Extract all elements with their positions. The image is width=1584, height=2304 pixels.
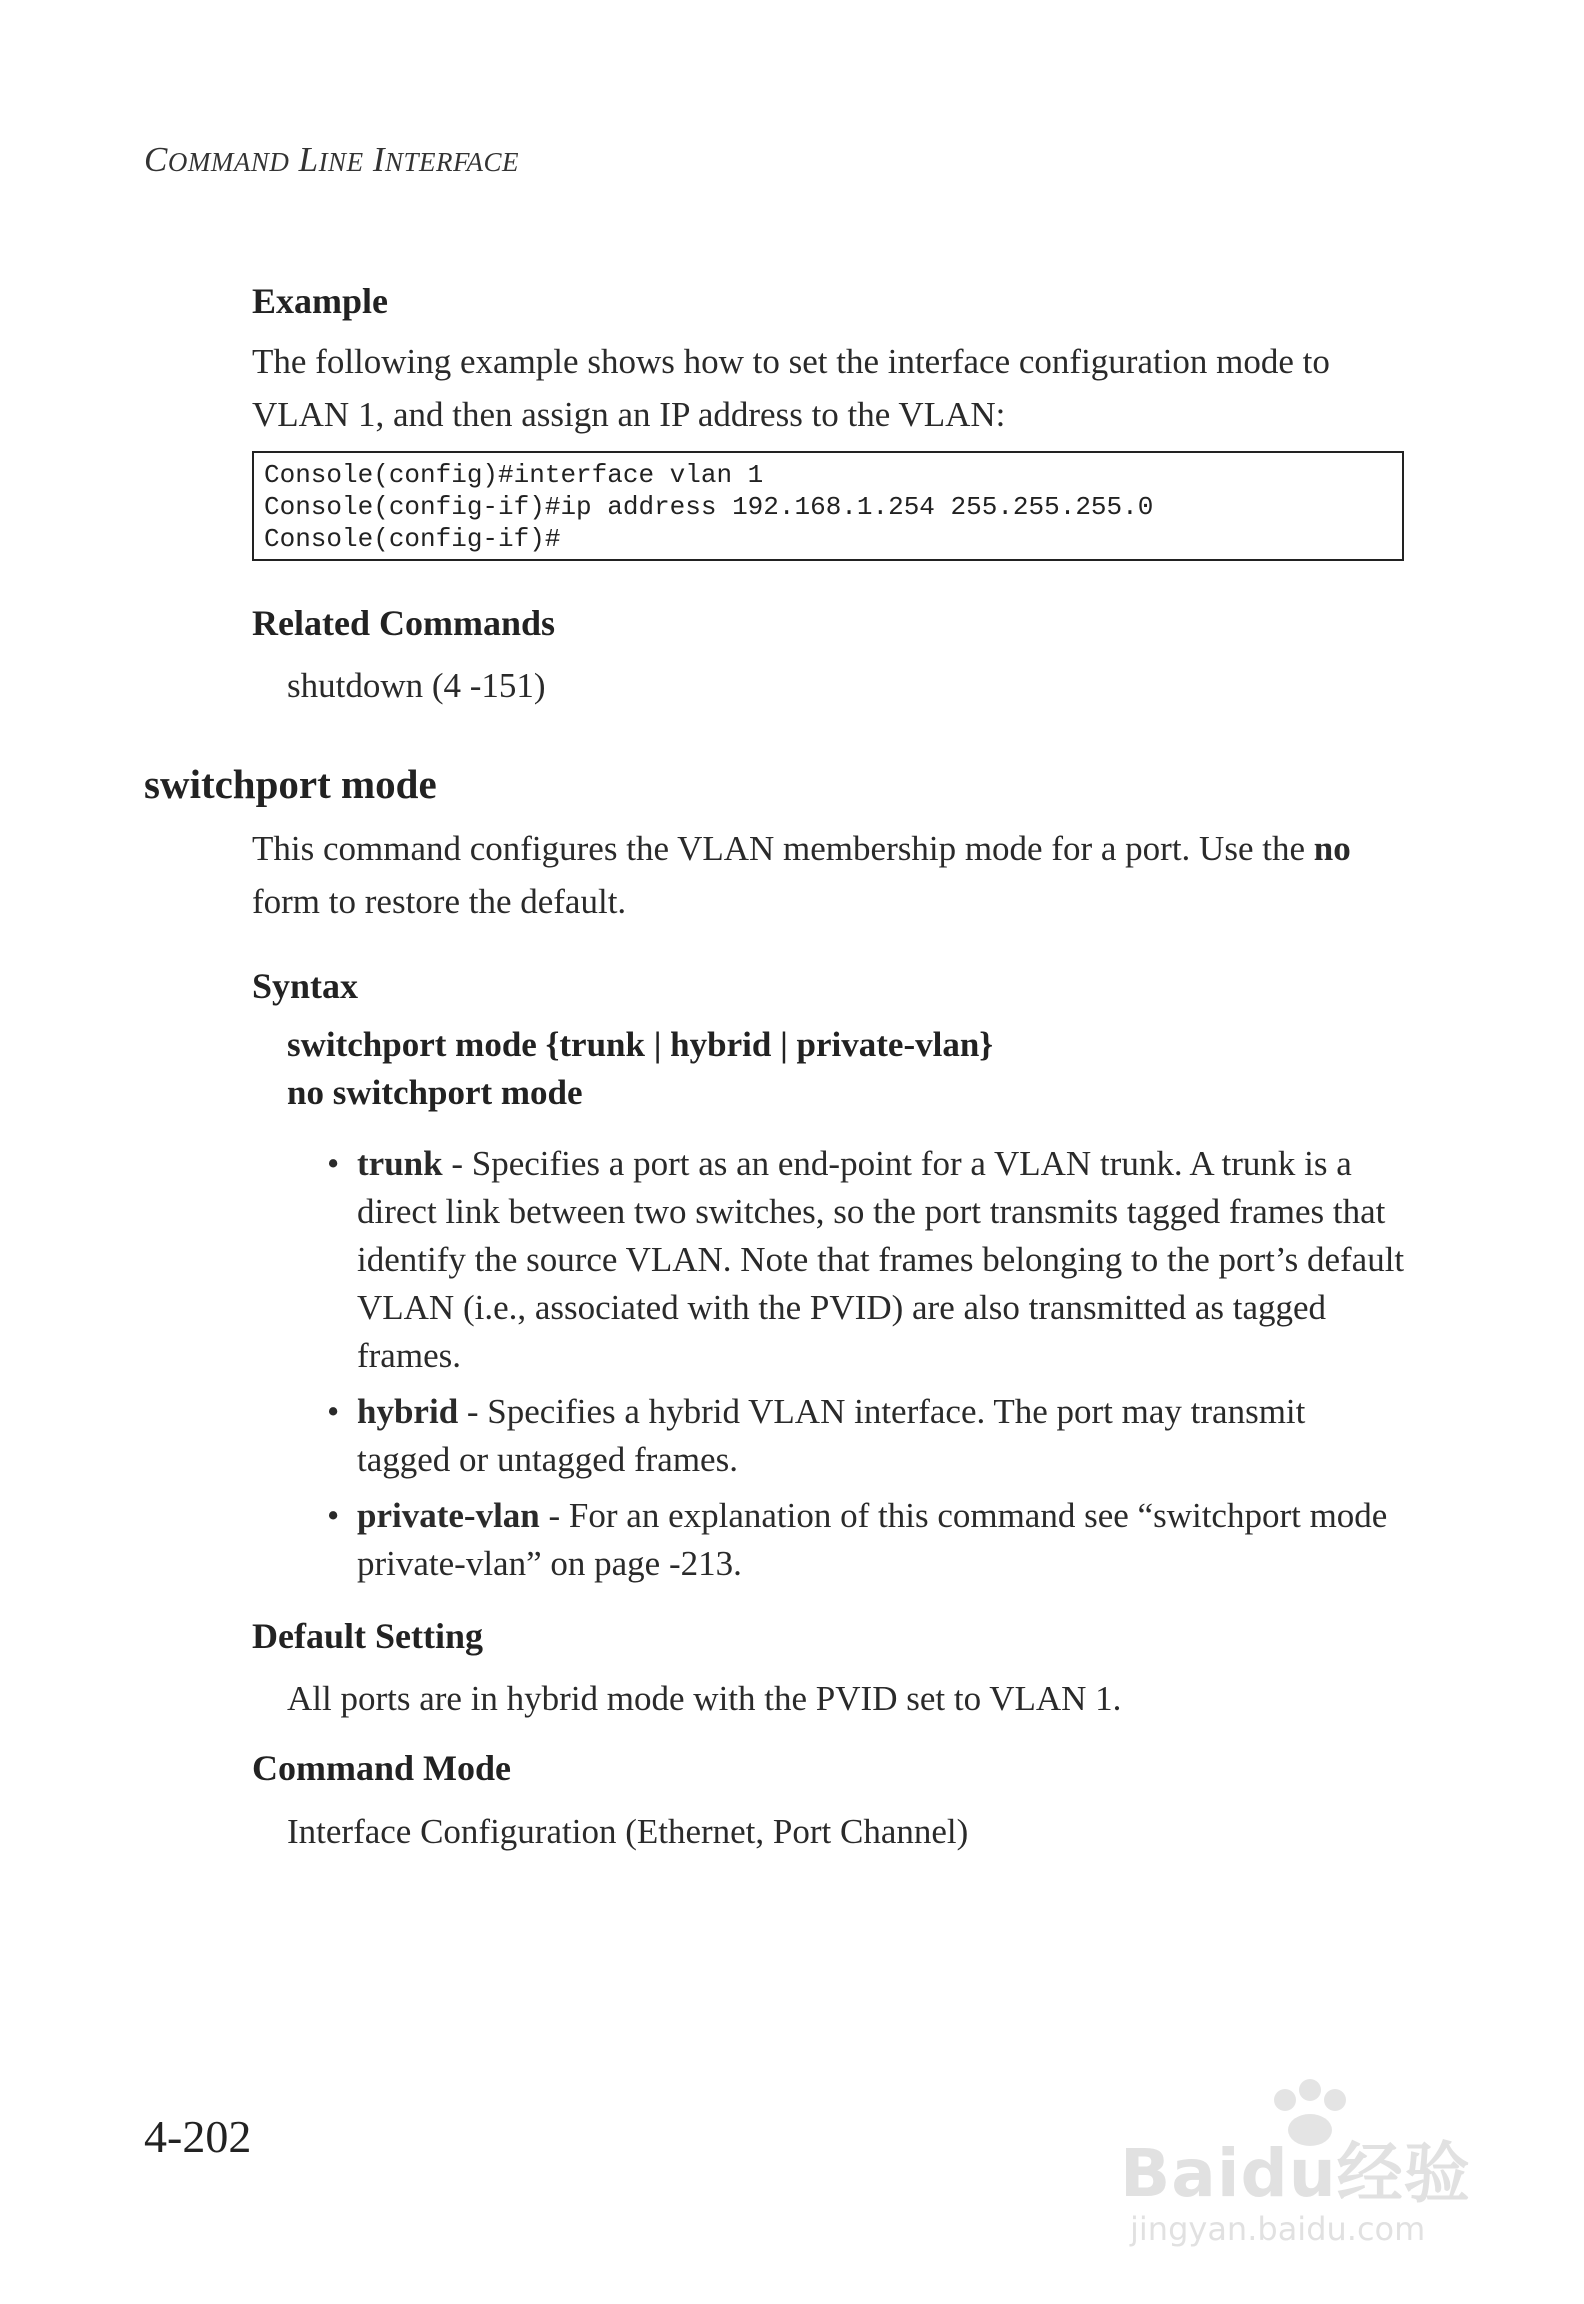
related-command-item: shutdown (4 -151) [287,666,546,705]
watermark-logo: Baidu经验 [1120,2135,1471,2212]
option-text: - Specifies a port as an end-point for a VLAN trunk. A trunk is a direct link between two switches, so the port transmits tagged frames that identify the source VLAN. Note that frames belonging to the port’s default VLAN (i.e., associated with the PVID) are also transmitted as tagged frames. [357,1144,1405,1375]
syntax-heading: Syntax [252,966,359,1006]
option-term: hybrid [357,1392,459,1431]
running-head-c: C [144,140,168,179]
running-head-ine: INE [318,147,364,177]
list-item [327,1388,1407,1484]
section-title: switchport mode [144,761,437,807]
default-setting-text: All ports are in hybrid mode with the PVID set to VLAN 1. [287,1679,1122,1718]
option-term: private-vlan [357,1496,540,1535]
watermark [1100,2070,1500,2250]
list-item [327,1492,1407,1588]
section-description-no: no [1313,829,1351,868]
syntax-line-2: no switchport mode [287,1073,583,1112]
section-description-text: This command configures the VLAN membership mode for a port. Use the [252,829,1314,868]
code-line: Console(config-if)# [264,524,561,554]
bullet-icon: • [327,1392,340,1431]
option-term: trunk [357,1144,443,1183]
page-number: 4-202 [144,2111,252,2162]
example-heading: Example [252,281,389,321]
list-item [327,1140,1407,1380]
running-head-ommand: OMMAND [167,147,290,177]
watermark-url: jingyan.baidu.com [1130,2210,1426,2248]
command-mode-heading: Command Mode [252,1748,511,1788]
running-head-i: I [372,140,385,179]
code-block [252,451,1404,561]
section-description [252,822,1402,928]
command-mode-text: Interface Configuration (Ethernet, Port Channel) [287,1812,969,1851]
bullet-icon: • [327,1496,340,1535]
syntax-line-1: switchport mode {trunk | hybrid | private-vlan} [287,1025,994,1064]
code-line: Console(config-if)#ip address 192.168.1.254 255.255.255.0 [264,492,1154,522]
running-head-nterface: NTERFACE [384,147,519,177]
section-description-text-end: form to restore the default. [252,882,627,921]
option-text: - For an explanation of this command see “switchport mode private-vlan” on page -213. [357,1496,1388,1583]
code-line: Console(config)#interface vlan 1 [264,460,764,490]
running-head-l: L [298,140,319,179]
running-head [144,140,519,180]
example-description: The following example shows how to set the interface configuration mode to VLAN 1, and then assign an IP address to the VLAN: [252,342,1330,434]
option-list [327,1140,1407,1596]
related-commands-heading: Related Commands [252,603,555,643]
option-text: - Specifies a hybrid VLAN interface. The port may transmit tagged or untagged frames. [357,1392,1306,1479]
bullet-icon: • [327,1144,340,1183]
default-setting-heading: Default Setting [252,1616,483,1656]
